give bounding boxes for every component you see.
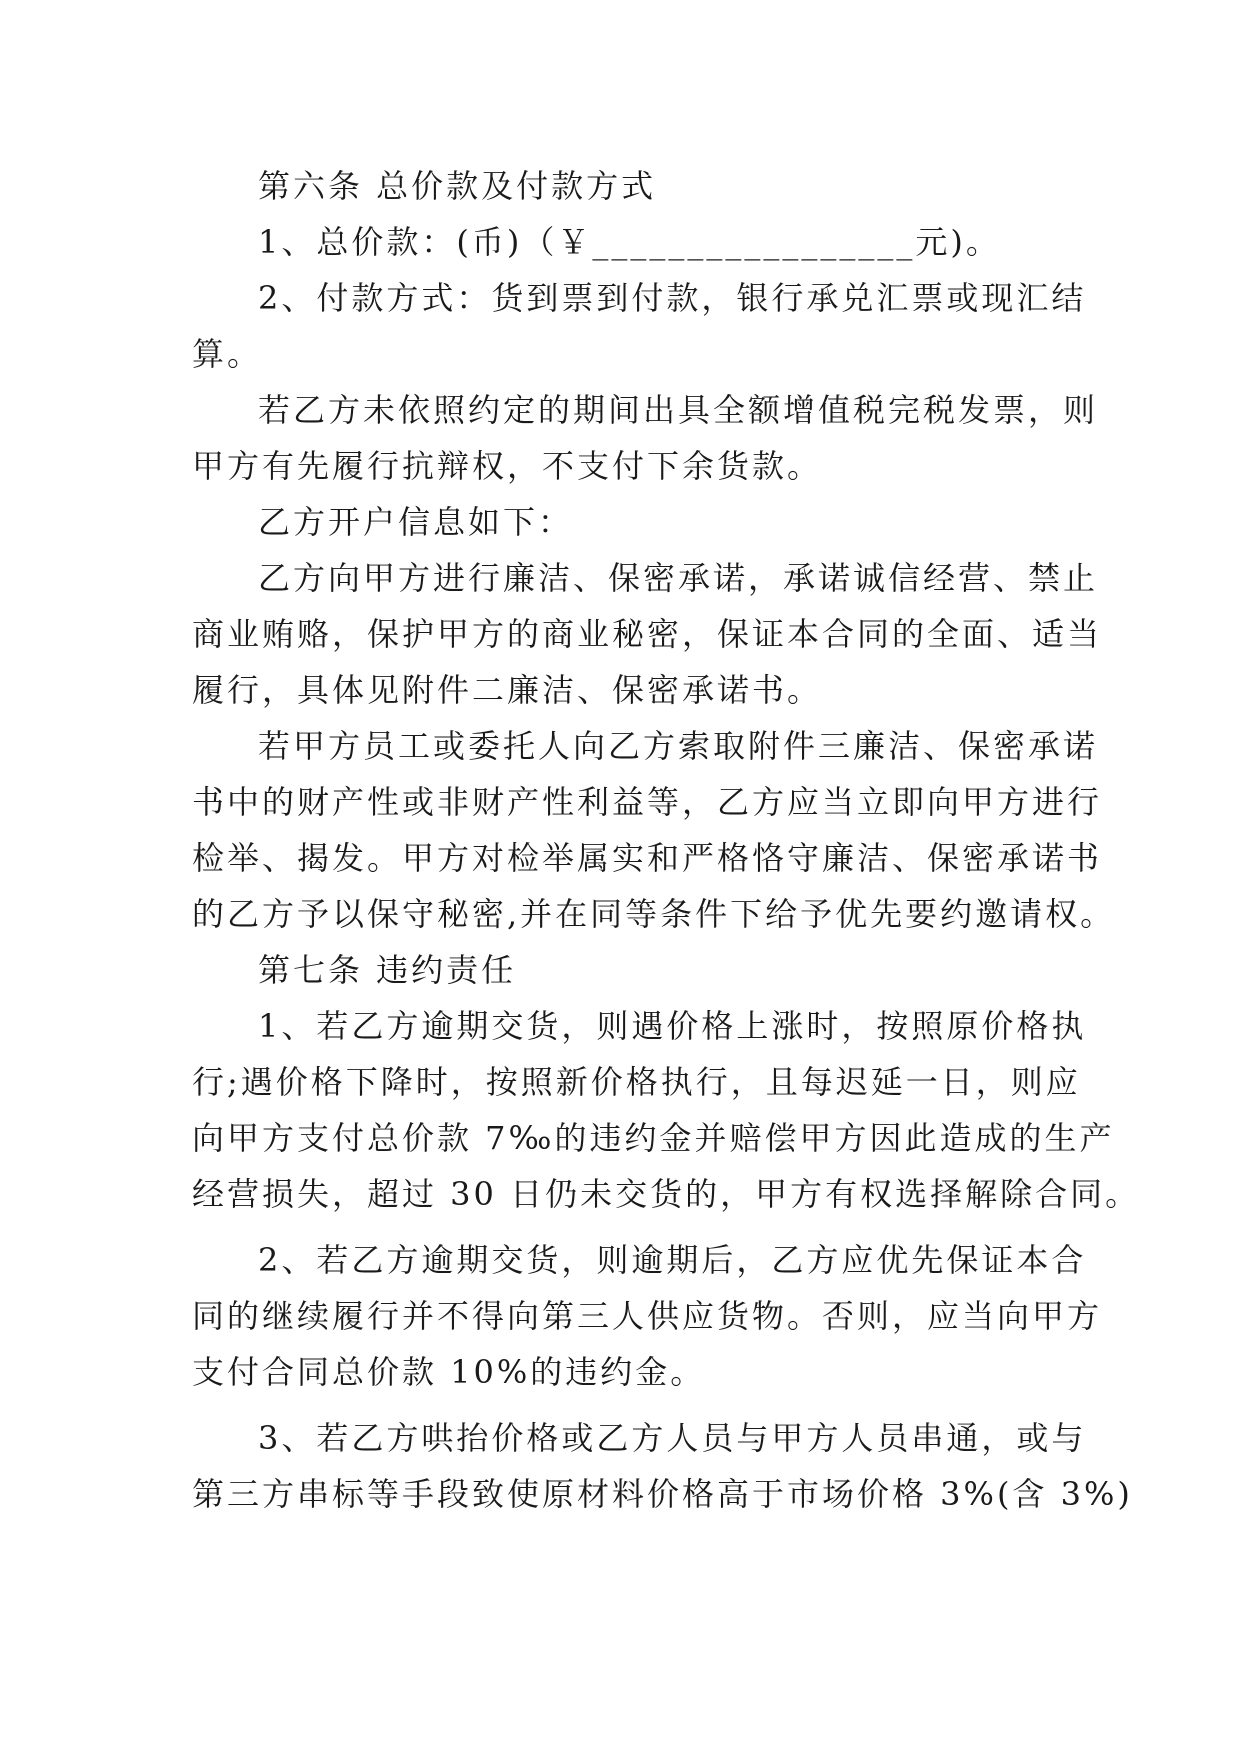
text-line: 支付合同总价款 10%的违约金。 (192, 1353, 706, 1391)
invoice-clause: 若乙方未依照约定的期间出具全额增值税完税发票，则 (258, 391, 1099, 429)
price-gouging-clause: 3、若乙方哄抬价格或乙方人员与甲方人员串通，或与 (258, 1419, 1087, 1457)
text-line: 算。 (192, 335, 263, 373)
text-line: 同的继续履行并不得向第三人供应货物。否则，应当向甲方 (192, 1297, 1103, 1335)
text-line: 行;遇价格下降时，按照新价格执行，且每迟延一日，则应 (192, 1063, 1081, 1101)
whistleblow-clause: 若甲方员工或委托人向乙方索取附件三廉洁、保密承诺 (258, 727, 1099, 765)
payment-method-clause: 2、付款方式：货到票到付款，银行承兑汇票或现汇结 (258, 279, 1087, 317)
late-delivery-clause: 1、若乙方逾期交货，则遇价格上涨时，按照原价格执 (258, 1007, 1087, 1045)
text-line: 商业贿赂，保护甲方的商业秘密，保证本合同的全面、适当 (192, 615, 1103, 653)
total-price-clause: 1、总价款：(币)（￥_________________元)。 (258, 223, 1001, 261)
priority-supply-clause: 2、若乙方逾期交货，则逾期后，乙方应优先保证本合 (258, 1241, 1087, 1279)
text-line: 检举、揭发。甲方对检举属实和严格恪守廉洁、保密承诺书 (192, 839, 1103, 877)
article-7-heading: 第七条 违约责任 (258, 951, 517, 989)
text-line: 的乙方予以保守秘密,并在同等条件下给予优先要约邀请权。 (192, 895, 1116, 933)
text-line: 书中的财产性或非财产性利益等，乙方应当立即向甲方进行 (192, 783, 1103, 821)
integrity-clause: 乙方向甲方进行廉洁、保密承诺，承诺诚信经营、禁止 (258, 559, 1099, 597)
article-6-heading: 第六条 总价款及付款方式 (258, 167, 657, 205)
text-line: 甲方有先履行抗辩权，不支付下余货款。 (192, 447, 823, 485)
bank-info-clause: 乙方开户信息如下： (258, 503, 574, 541)
text-line: 第三方串标等手段致使原材料价格高于市场价格 3%(含 3%) (192, 1475, 1133, 1513)
text-line: 向甲方支付总价款 7‰的违约金并赔偿甲方因此造成的生产 (192, 1119, 1115, 1157)
text-line: 经营损失，超过 30 日仍未交货的，甲方有权选择解除合同。 (192, 1175, 1141, 1213)
text-line: 履行，具体见附件二廉洁、保密承诺书。 (192, 671, 823, 709)
